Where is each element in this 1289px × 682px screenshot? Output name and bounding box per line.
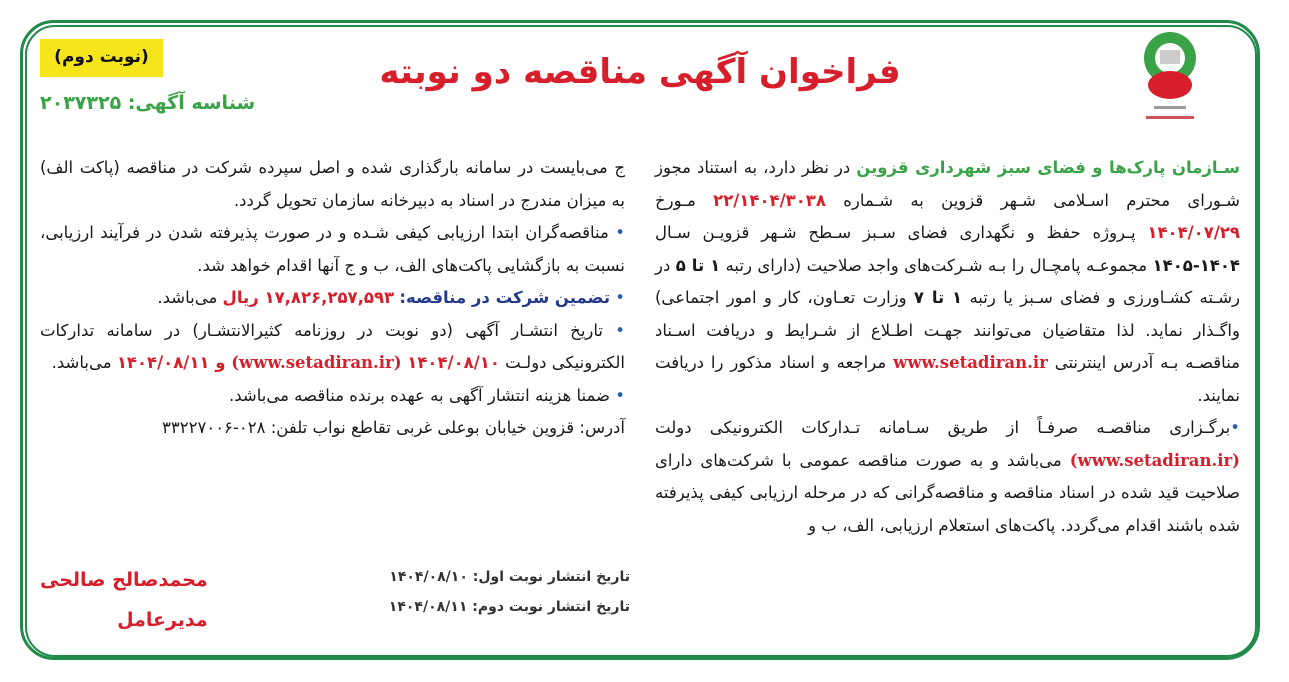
text: وزارت تعـاون، کار و امور اجتماعی) واگـذار نماید. لذا متقاضیان می‌توانند جهـت اطـلاع از شـرایط و دریافت اسـناد مناقصـه بـه آدرس اینترنتی	[655, 288, 1241, 372]
text: پـروژه حفظ و نگهداری فضای سـبز سـطح شـهر قزویـن سـال	[655, 223, 1148, 242]
intro-paragraph	[655, 152, 1240, 412]
text: می‌باشد.	[51, 353, 117, 372]
text: و	[209, 353, 232, 372]
signature-block	[40, 560, 208, 640]
bullet-icon: •	[608, 223, 625, 242]
left-column	[40, 152, 625, 445]
text: می‌باشد و به صورت مناقصه عمومی با شرکت‌های دارای صلاحیت قید شده در اسناد مناقصه و مناقصه‌گرانی که در مرحله ارزیابی کیفی پذیرفته شده باشند اقدام می‌گردد. پاکت‌های استعلام ارزیابی، الف، ب و	[655, 450, 1240, 535]
paragraph: ج می‌بایست در سامانه بارگذاری شده و اصل سپرده شرکت در مناقصه (پاکت الف) به میزان مندرج در اسناد به دبیرخانه سازمان تحویل گردد.	[40, 158, 625, 210]
page-title: فراخوان آگهی مناقصه دو نوبته	[379, 52, 901, 92]
first-publication-date: تاریخ انتشار نوبت اول: ۱۴۰۴/۰۸/۱۰	[389, 569, 630, 585]
permit-number: ۲۲/۱۴۰۴/۳۰۳۸	[713, 190, 826, 210]
year-range: ۱۴۰۴-۱۴۰۵	[1152, 255, 1240, 275]
rank-range-1: ۱ تا ۵	[675, 255, 721, 275]
bullet-paragraph	[40, 315, 625, 380]
rank-range-2: ۱ تا ۷	[913, 288, 963, 307]
setadiran-link[interactable]: (www.setadiran.ir)	[1069, 450, 1240, 470]
second-publication-date: تاریخ انتشار نوبت دوم: ۱۴۰۴/۰۸/۱۱	[388, 599, 630, 615]
organization-logo	[1140, 30, 1200, 135]
ad-id-value: ۲۰۳۷۳۲۵	[40, 92, 122, 114]
bullet-icon: •	[610, 288, 625, 307]
permit-date: ۱۴۰۴/۰۷/۲۹	[1147, 223, 1240, 242]
text: می‌باشد.	[157, 288, 223, 307]
bullet-icon: •	[603, 320, 625, 340]
publication-dates	[360, 562, 630, 622]
setadiran-link[interactable]: www.setadiran.ir	[893, 353, 1048, 372]
bullet-paragraph	[40, 217, 625, 282]
bullet-icon: •	[610, 385, 625, 405]
bullet-paragraph	[40, 380, 625, 413]
bullet-paragraph	[655, 412, 1240, 542]
text: در نظر دارد، به استناد مجوز شـورای محترم اسـلامی شـهر قزوین به شـماره	[655, 158, 1241, 210]
round-badge: (نوبت دوم)	[40, 39, 163, 77]
guarantee-paragraph	[40, 282, 625, 315]
publish-date-2: ۱۴۰۴/۰۸/۱۱	[116, 353, 210, 372]
text: برگـزاری مناقصـه صرفـاً از طریق سـامانه تـدارکات الکترونیکی دولت	[655, 418, 1231, 437]
guarantee-label: تضمین شرکت در مناقصه:	[399, 288, 611, 307]
text: مناقصه‌گران ابتدا ارزیابی کیفی شـده و در صورت پذیرفته شدن در فرآیند ارزیابی، نسبت به بازگشایی پاکت‌های الف، ب و ج آنها اقدام خواهد شد.	[40, 223, 625, 275]
text: مـورخ	[655, 190, 714, 210]
publish-date-1: ۱۴۰۴/۰۸/۱۰	[401, 353, 500, 372]
org-name: سـازمان پارک‌ها و فضای سبز شهرداری قزوین	[856, 158, 1240, 177]
text: مجموعـه پامچـال را بـه شـرکت‌های واجد صلاحیت (دارای رتبه	[720, 255, 1153, 275]
text: تاریخ انتشـار آگهی (دو نوبت در روزنامه کثیرالانتشـار) در سامانه تدارکات الکترونیکی دولـت	[40, 320, 625, 372]
setadiran-link[interactable]: (www.setadiran.ir)	[231, 353, 402, 372]
ad-id-label: شناسه آگهی:	[127, 92, 256, 114]
text: در رشـته کشـاورزی و فضای سـبز یا رتبه	[655, 255, 1240, 307]
bullet-icon: •	[1230, 418, 1240, 437]
signer-name: محمدصالح صالحی	[40, 569, 208, 591]
ad-id	[40, 92, 255, 114]
right-column	[655, 152, 1240, 542]
signer-title: مدیرعامل	[117, 609, 208, 631]
text: ضمنا هزینه انتشار آگهی به عهده برنده مناقصه می‌باشد.	[228, 385, 611, 405]
text: مراجعه و اسناد مذکور را دریافت نمایند.	[655, 353, 1240, 405]
guarantee-amount: ۱۷,۸۲۶,۲۵۷,۵۹۳ ریال	[222, 288, 395, 307]
address: آدرس: قزوین خیابان بوعلی غربی تقاطع نواب تلفن: ۰۲۸-۳۳۲۲۷۰۰۶	[162, 418, 625, 437]
